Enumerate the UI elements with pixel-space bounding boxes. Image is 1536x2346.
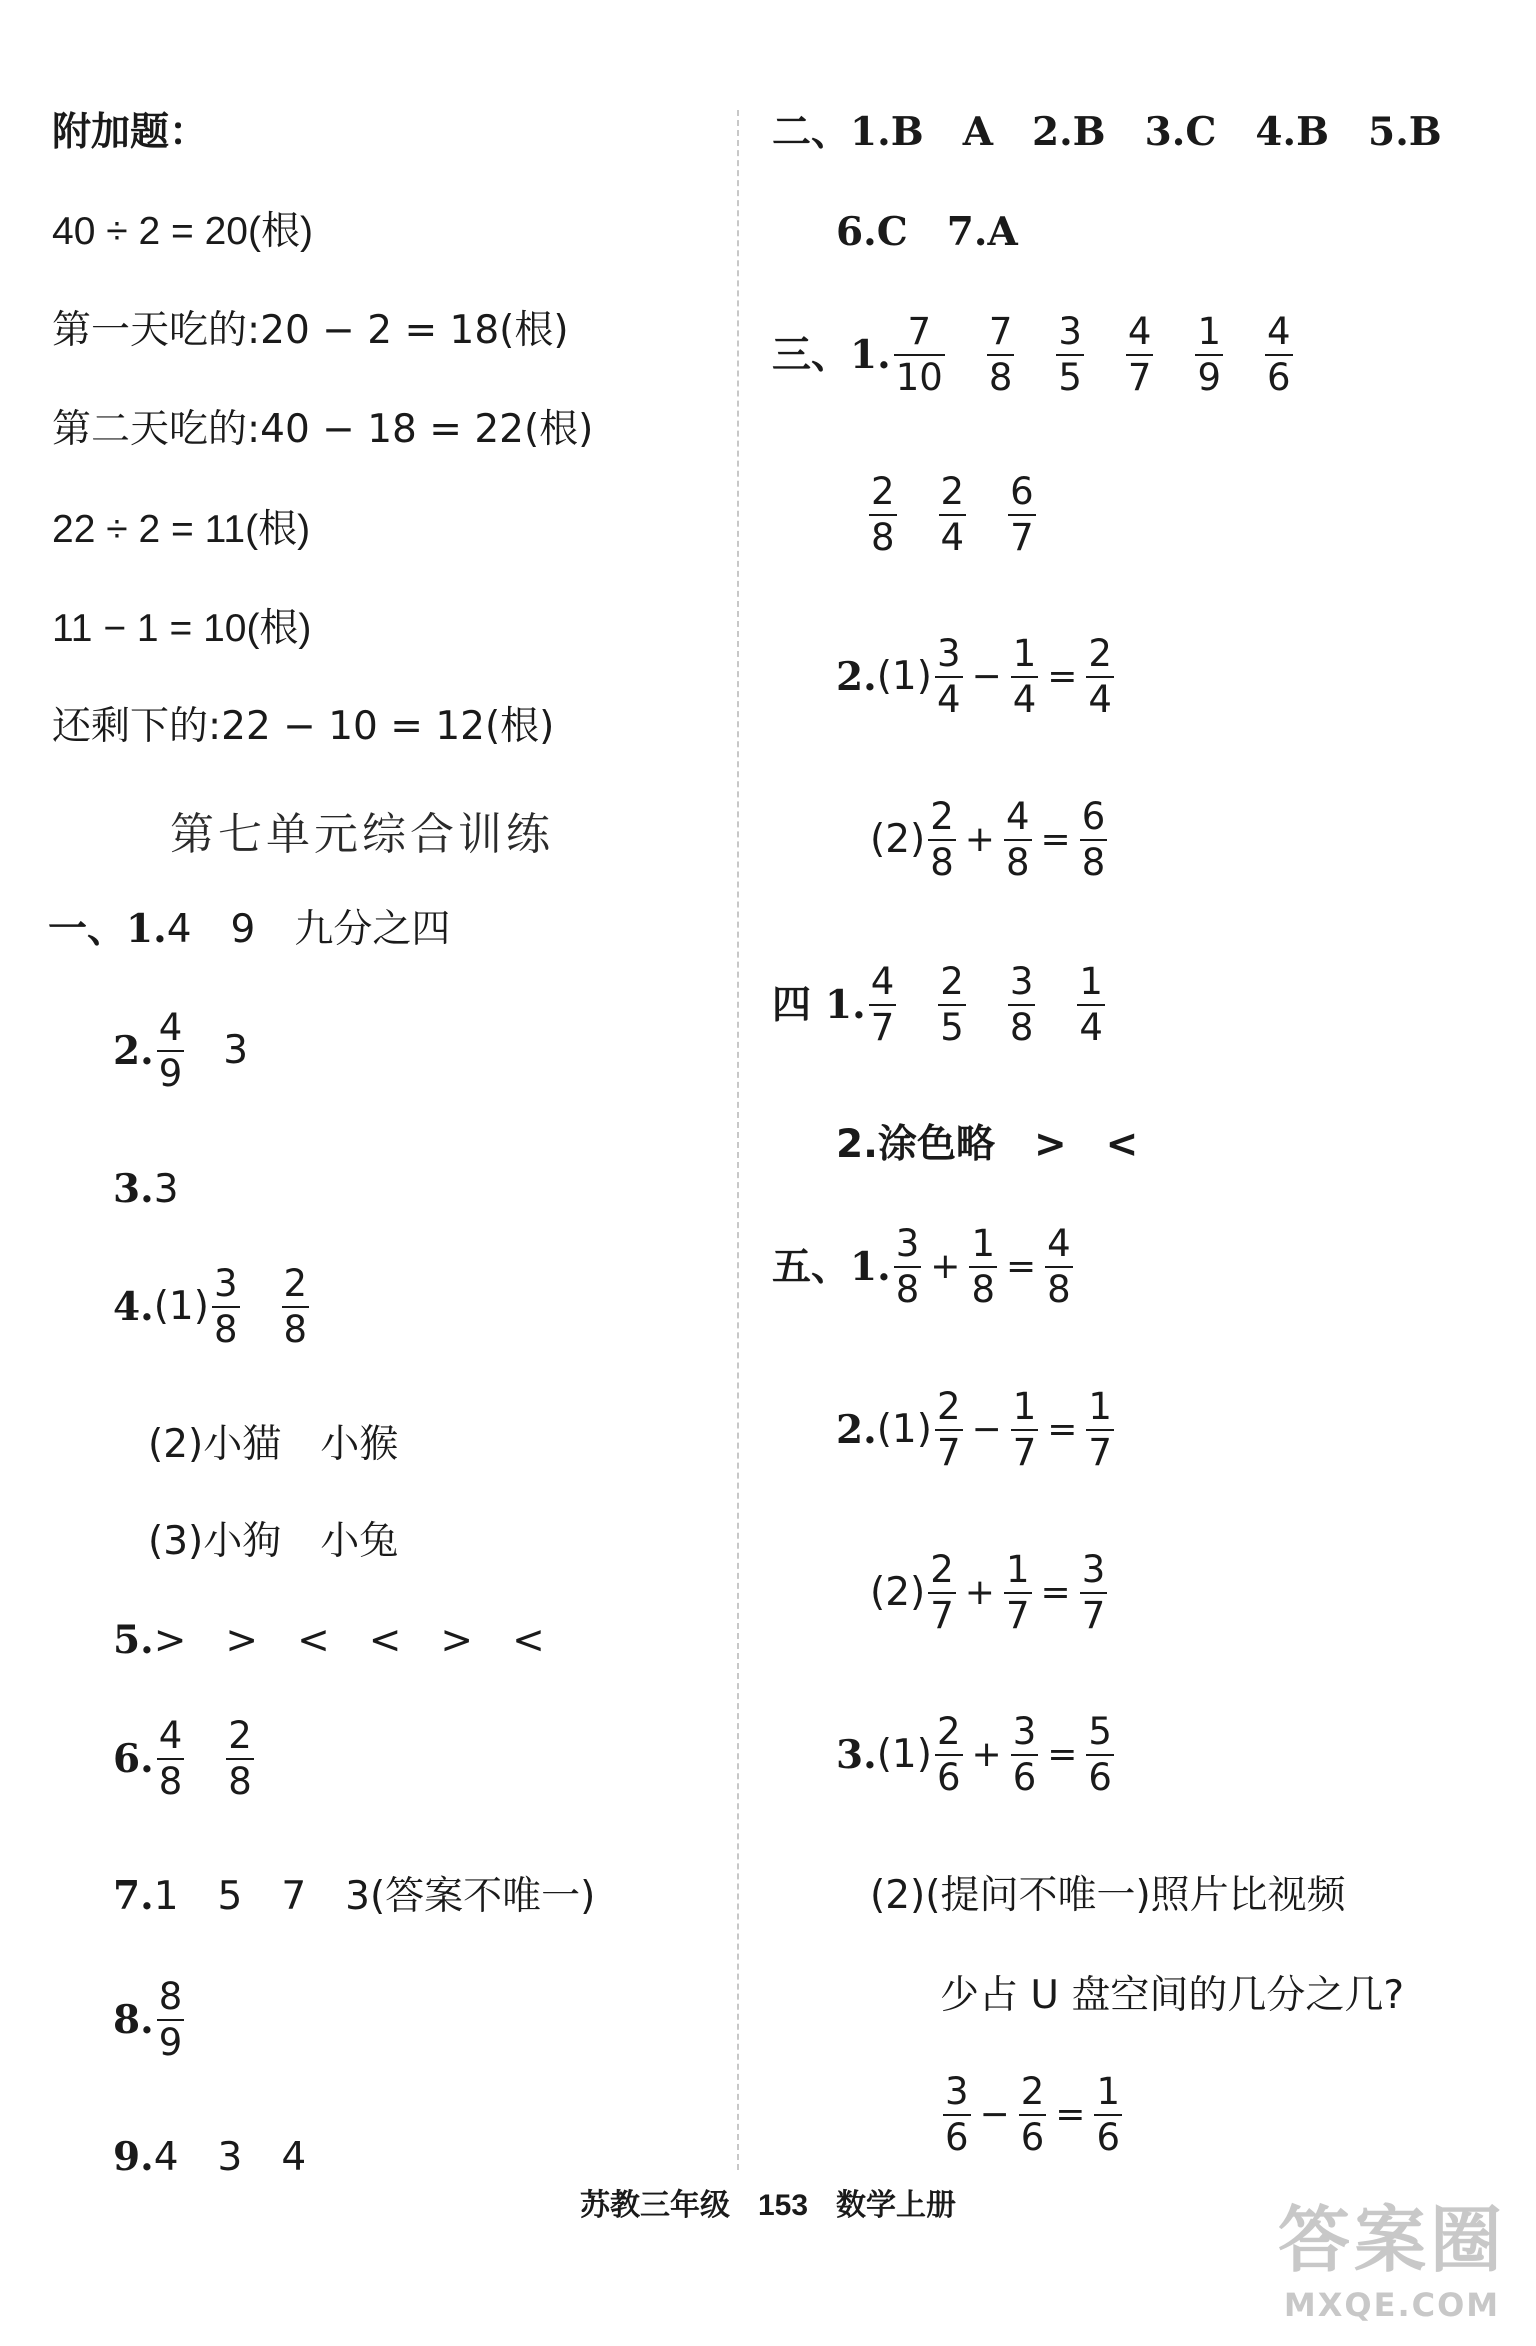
fraction: $\frac{1}{4}$ xyxy=(1012,632,1037,721)
q7-row xyxy=(113,1872,595,1921)
q9-label: 9. xyxy=(113,2134,154,2180)
section-4-label: 四 xyxy=(772,982,812,1028)
fraction: $\frac{1}{7}$ xyxy=(1005,1548,1030,1637)
s4-q1-label: 1. xyxy=(825,982,866,1028)
extra-line-4: 22 ÷ 2 = 11(根) xyxy=(52,508,311,551)
fraction: $\frac{5}{6}$ xyxy=(1088,1710,1112,1799)
s5-q3b-line-1: (2)(提问不唯一)照片比视频 xyxy=(870,1873,1346,1918)
fraction: $\frac{6}{8}$ xyxy=(1081,795,1106,884)
fraction: $\frac{4}{6}$ xyxy=(1267,310,1291,399)
q4-row xyxy=(113,1262,312,1372)
watermark-url: MXQE.COM xyxy=(1283,2286,1501,2324)
footer-grade: 苏教三年级 xyxy=(579,2188,730,2223)
fraction: $\frac{3}{6}$ xyxy=(945,2070,969,2159)
s5-q3-label: 3. xyxy=(836,1732,877,1778)
extra-line-6: 还剩下的:22 − 10 = 12(根) xyxy=(52,704,555,749)
fraction: $\frac{3}{5}$ xyxy=(1058,310,1082,399)
fraction: $\frac{3}{8}$ xyxy=(895,1222,920,1311)
section-2-line-1 xyxy=(772,108,1442,157)
q7-answer: 1 5 7 3(答案不唯一) xyxy=(153,1874,596,1919)
extra-title: 附加题： xyxy=(52,109,209,155)
s3-q1-label: 1. xyxy=(850,332,891,378)
s5-q3a: 3.(1) $\frac{2}{6}$ + $\frac{3}{6}$ = $\frac{5}{6}$ xyxy=(836,1710,1112,1799)
fraction: $\frac{2}{4}$ xyxy=(940,470,965,559)
section-3-row-1 xyxy=(772,310,1296,420)
q8-label: 8. xyxy=(113,1997,154,2043)
unit-heading: 第七单元综合训练 xyxy=(170,809,554,860)
s5-q1: 五、1. $\frac{3}{8}$ + $\frac{1}{8}$ = $\frac{4}{8}$ xyxy=(772,1222,1071,1311)
fraction: $\frac{3}{6}$ xyxy=(1012,1710,1037,1799)
extra-line-2: 第一天吃的:20 − 2 = 18(根) xyxy=(52,308,569,353)
q2-row xyxy=(113,1006,248,1116)
s5-q3c: $\frac{3}{6}$ − $\frac{2}{6}$ = $\frac{1}{6}$ xyxy=(945,2070,1120,2159)
s3-q2-eq1: 2.(1) $\frac{3}{4}$ − $\frac{1}{4}$ = $\frac{2}{4}$ xyxy=(836,632,1112,721)
fraction: $\frac{7}{8}$ xyxy=(988,310,1013,399)
q9-row xyxy=(113,2133,306,2182)
fraction: $\frac{2}{6}$ xyxy=(936,1710,961,1799)
fraction: $\frac{4}{8}$ xyxy=(1047,1222,1071,1311)
s4-q2: 2.涂色略 > < xyxy=(836,1122,1139,1167)
section-3-label: 三、 xyxy=(772,332,851,378)
fraction: $\frac{1}{6}$ xyxy=(1096,2070,1120,2159)
column-divider xyxy=(737,110,739,2170)
fraction: $\frac{4}{9}$ xyxy=(158,1006,183,1095)
q3-answer: 3 xyxy=(153,1167,179,1212)
q6-row xyxy=(113,1714,257,1824)
fraction: $\frac{2}{8}$ xyxy=(283,1262,308,1351)
fraction: $\frac{7}{10}$ xyxy=(895,310,943,399)
q3-row xyxy=(113,1165,179,1214)
fraction: $\frac{8}{9}$ xyxy=(158,1975,183,2064)
fraction: $\frac{2}{7}$ xyxy=(930,1548,954,1637)
fraction: $\frac{6}{7}$ xyxy=(1010,470,1034,559)
q6-label: 6. xyxy=(113,1736,154,1782)
fraction: $\frac{2}{4}$ xyxy=(1088,632,1112,721)
q1-label: 1. xyxy=(126,906,167,952)
q4-line-3: (3)小狗 小兔 xyxy=(148,1519,399,1564)
fraction: $\frac{1}{9}$ xyxy=(1197,310,1222,399)
q4-line-2: (2)小猫 小猴 xyxy=(148,1422,399,1467)
fraction: $\frac{3}{8}$ xyxy=(213,1262,238,1351)
section-2-line-2: 6.C 7.A xyxy=(836,209,1018,255)
watermark xyxy=(1278,2182,1506,2324)
s5-q2-label: 2. xyxy=(836,1407,877,1453)
q7-label: 7. xyxy=(113,1873,154,1919)
footer-subject: 数学上册 xyxy=(836,2188,957,2223)
s5-q2a: 2.(1) $\frac{2}{7}$ − $\frac{1}{7}$ = $\frac{1}{7}$ xyxy=(836,1385,1112,1474)
fraction: $\frac{2}{7}$ xyxy=(936,1385,961,1474)
s5-q3b-line-2: 少占 U 盘空间的几分之几? xyxy=(940,1973,1405,2018)
section-4-row-1 xyxy=(772,960,1108,1070)
q9-answer: 4 3 4 xyxy=(153,2135,307,2180)
watermark-logo: 答案圈 xyxy=(1277,2198,1506,2282)
fraction: $\frac{4}{8}$ xyxy=(158,1714,183,1803)
extra-line-1: 40 ÷ 2 = 20(根) xyxy=(52,210,313,253)
fraction: $\frac{4}{8}$ xyxy=(1005,795,1030,884)
fraction: $\frac{1}{4}$ xyxy=(1079,960,1103,1049)
extra-line-3: 第二天吃的:40 − 18 = 22(根) xyxy=(52,407,594,452)
fraction: $\frac{2}{8}$ xyxy=(228,1714,252,1803)
page-number: 153 xyxy=(757,2189,809,2222)
q2-tail: 3 xyxy=(223,1028,249,1073)
fraction: $\frac{2}{8}$ xyxy=(930,795,954,884)
section-5-label: 五、 xyxy=(772,1244,851,1290)
fraction: $\frac{2}{8}$ xyxy=(871,470,895,559)
q4-sub1: (1) xyxy=(153,1284,209,1329)
section-1-label: 一、 xyxy=(48,906,127,952)
q3-label: 3. xyxy=(113,1166,154,1212)
fraction: $\frac{3}{8}$ xyxy=(1009,960,1034,1049)
q5-label: 5. xyxy=(113,1617,154,1663)
fraction: $\frac{1}{7}$ xyxy=(1012,1385,1037,1474)
q4-label: 4. xyxy=(113,1284,154,1330)
fraction: $\frac{2}{6}$ xyxy=(1020,2070,1045,2159)
q5-row xyxy=(113,1616,545,1665)
section-2-answers: 1.B A 2.B 3.C 4.B 5.B xyxy=(850,109,1442,155)
section-1-q1 xyxy=(48,905,450,954)
fraction: $\frac{1}{8}$ xyxy=(971,1222,995,1311)
fraction: $\frac{3}{4}$ xyxy=(936,632,961,721)
fraction: $\frac{1}{7}$ xyxy=(1088,1385,1112,1474)
q2-label: 2. xyxy=(113,1028,154,1074)
fraction: $\frac{4}{7}$ xyxy=(870,960,895,1049)
q1-answer: 4 9 九分之四 xyxy=(166,907,451,952)
q8-row xyxy=(113,1975,187,2085)
fraction: $\frac{3}{7}$ xyxy=(1081,1548,1106,1637)
section-2-label: 二、 xyxy=(772,109,851,155)
s3-q2-label: 2. xyxy=(836,654,877,700)
section-3-row-2 xyxy=(866,470,1039,580)
fraction: $\frac{2}{5}$ xyxy=(940,960,964,1049)
s5-q2b: (2) $\frac{2}{7}$ + $\frac{1}{7}$ = $\frac{3}{7}$ xyxy=(870,1548,1106,1637)
fraction: $\frac{4}{7}$ xyxy=(1127,310,1152,399)
extra-line-5: 11 − 1 = 10(根) xyxy=(52,607,312,650)
s3-q2-eq2: (2) $\frac{2}{8}$ + $\frac{4}{8}$ = $\frac{6}{8}$ xyxy=(870,795,1106,884)
q5-answer: > > < < > < xyxy=(153,1618,545,1663)
